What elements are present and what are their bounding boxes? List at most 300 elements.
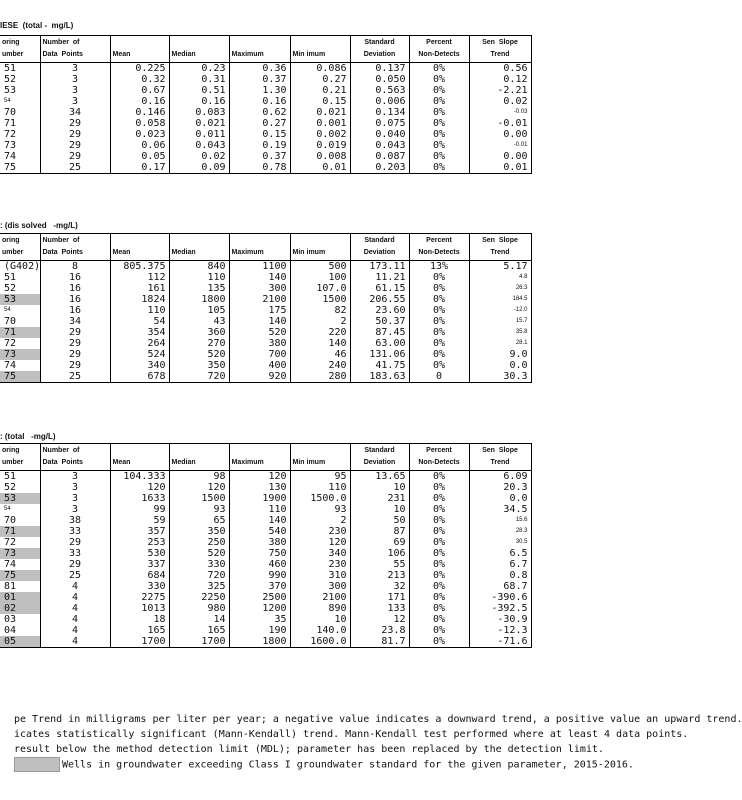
table-header-row — [0, 36, 531, 63]
cell-max: 380 — [229, 537, 290, 548]
cell-well: 75 — [0, 570, 40, 581]
cell-well: 53 — [0, 294, 40, 305]
cell-n: 4 — [40, 592, 110, 603]
cell-std: 10 — [350, 504, 409, 515]
column-header-maximum: Maximum — [229, 444, 290, 471]
cell-median: 105 — [169, 305, 229, 316]
cell-mean: 357 — [110, 526, 169, 537]
cell-mean: 18 — [110, 614, 169, 625]
table-row — [0, 504, 531, 515]
cell-n: 8 — [40, 261, 110, 273]
cell-nd: 13% — [409, 261, 469, 273]
cell-well: 74 — [0, 559, 40, 570]
cell-n: 29 — [40, 151, 110, 162]
cell-max: 380 — [229, 338, 290, 349]
column-header-mean: Mean — [110, 234, 169, 261]
cell-std: 0.043 — [350, 140, 409, 151]
cell-min: 0.008 — [290, 151, 350, 162]
cell-nd: 0 — [409, 371, 469, 383]
cell-n: 3 — [40, 482, 110, 493]
cell-nd: 0% — [409, 338, 469, 349]
table-header-row — [0, 444, 531, 471]
cell-std: 0.006 — [350, 96, 409, 107]
cell-n: 4 — [40, 603, 110, 614]
cell-min: 300 — [290, 581, 350, 592]
cell-nd: 0% — [409, 162, 469, 174]
cell-min: 0.27 — [290, 74, 350, 85]
column-header-well: oring umber — [0, 36, 40, 63]
cell-n: 16 — [40, 294, 110, 305]
cell-min: 890 — [290, 603, 350, 614]
table-row — [0, 118, 531, 129]
cell-sen: 9.0 — [469, 349, 531, 360]
cell-sen: 0.0 — [469, 493, 531, 504]
cell-mean: 1700 — [110, 636, 169, 648]
cell-std: 13.65 — [350, 471, 409, 483]
cell-n: 29 — [40, 118, 110, 129]
cell-mean: 1633 — [110, 493, 169, 504]
cell-sen: -12.0 — [469, 305, 531, 316]
cell-median: 360 — [169, 327, 229, 338]
cell-min: 1500.0 — [290, 493, 350, 504]
cell-mean: 1824 — [110, 294, 169, 305]
cell-n: 16 — [40, 305, 110, 316]
cell-well: 51 — [0, 272, 40, 283]
cell-median: 110 — [169, 272, 229, 283]
cell-well: 05 — [0, 636, 40, 648]
cell-well: 53 — [0, 85, 40, 96]
cell-std: 63.00 — [350, 338, 409, 349]
column-header-sen: Sen Slope Trend — [469, 234, 531, 261]
cell-nd: 0% — [409, 305, 469, 316]
cell-well: 54 — [0, 96, 40, 107]
cell-min: 95 — [290, 471, 350, 483]
cell-n: 38 — [40, 515, 110, 526]
column-header-nd: Percent Non-Detects — [409, 444, 469, 471]
cell-max: 0.36 — [229, 63, 290, 75]
cell-mean: 253 — [110, 537, 169, 548]
cell-max: 110 — [229, 504, 290, 515]
section-title-1: IESE (total - mg/L) — [0, 21, 74, 30]
cell-nd: 0% — [409, 327, 469, 338]
cell-max: 2500 — [229, 592, 290, 603]
column-header-minimum: Min imum — [290, 234, 350, 261]
cell-median: 0.02 — [169, 151, 229, 162]
cell-mean: 264 — [110, 338, 169, 349]
cell-std: 213 — [350, 570, 409, 581]
cell-median: 720 — [169, 570, 229, 581]
cell-nd: 0% — [409, 548, 469, 559]
cell-max: 920 — [229, 371, 290, 383]
table-row — [0, 603, 531, 614]
cell-sen: 0.01 — [469, 162, 531, 174]
cell-nd: 0% — [409, 603, 469, 614]
cell-nd: 0% — [409, 636, 469, 648]
cell-well: 01 — [0, 592, 40, 603]
cell-well: 51 — [0, 63, 40, 75]
cell-mean: 165 — [110, 625, 169, 636]
cell-nd: 0% — [409, 537, 469, 548]
table-row — [0, 316, 531, 327]
column-header-median: Median — [169, 234, 229, 261]
table-row — [0, 96, 531, 107]
cell-n: 25 — [40, 162, 110, 174]
cell-sen: 184.5 — [469, 294, 531, 305]
cell-median: 0.31 — [169, 74, 229, 85]
cell-median: 0.011 — [169, 129, 229, 140]
cell-mean: 524 — [110, 349, 169, 360]
footnote-line-3: result below the method detection limit (MDL); parameter has been replaced by the detection limit. — [14, 744, 605, 755]
cell-sen: 0.00 — [469, 151, 531, 162]
cell-max: 520 — [229, 327, 290, 338]
cell-n: 29 — [40, 537, 110, 548]
cell-median: 120 — [169, 482, 229, 493]
cell-min: 140.0 — [290, 625, 350, 636]
column-header-nd: Percent Non-Detects — [409, 36, 469, 63]
cell-std: 23.60 — [350, 305, 409, 316]
cell-max: 130 — [229, 482, 290, 493]
cell-sen: 15.6 — [469, 515, 531, 526]
cell-median: 520 — [169, 548, 229, 559]
cell-nd: 0% — [409, 360, 469, 371]
cell-std: 133 — [350, 603, 409, 614]
cell-nd: 0% — [409, 96, 469, 107]
table-row — [0, 294, 531, 305]
cell-std: 61.15 — [350, 283, 409, 294]
cell-nd: 0% — [409, 283, 469, 294]
cell-median: 1700 — [169, 636, 229, 648]
cell-sen: 34.5 — [469, 504, 531, 515]
footnote-line-4 — [14, 757, 634, 773]
cell-n: 33 — [40, 526, 110, 537]
cell-min: 100 — [290, 272, 350, 283]
cell-median: 135 — [169, 283, 229, 294]
footnote-line-2: icates statistically significant (Mann-Kendall) trend. Mann-Kendall test performed where at least 4 data points. — [14, 729, 689, 740]
cell-median: 520 — [169, 349, 229, 360]
footnote-line-1: pe Trend in milligrams per liter per year; a negative value indicates a downward trend, a positive value an upward trend. — [14, 714, 742, 725]
table-row — [0, 85, 531, 96]
cell-max: 0.62 — [229, 107, 290, 118]
cell-mean: 1013 — [110, 603, 169, 614]
cell-well: 52 — [0, 482, 40, 493]
cell-n: 3 — [40, 493, 110, 504]
cell-max: 370 — [229, 581, 290, 592]
table-row — [0, 581, 531, 592]
cell-sen: 6.7 — [469, 559, 531, 570]
cell-median: 330 — [169, 559, 229, 570]
column-header-median: Median — [169, 444, 229, 471]
cell-well: 74 — [0, 151, 40, 162]
cell-min: 2 — [290, 316, 350, 327]
cell-median: 2250 — [169, 592, 229, 603]
table-row — [0, 548, 531, 559]
table-row — [0, 349, 531, 360]
cell-sen: -30.9 — [469, 614, 531, 625]
cell-mean: 0.32 — [110, 74, 169, 85]
cell-max: 0.16 — [229, 96, 290, 107]
cell-sen: 0.00 — [469, 129, 531, 140]
cell-median: 65 — [169, 515, 229, 526]
cell-std: 32 — [350, 581, 409, 592]
cell-max: 2100 — [229, 294, 290, 305]
cell-n: 33 — [40, 548, 110, 559]
cell-mean: 54 — [110, 316, 169, 327]
cell-nd: 0% — [409, 581, 469, 592]
cell-mean: 340 — [110, 360, 169, 371]
cell-median: 980 — [169, 603, 229, 614]
cell-well: 53 — [0, 493, 40, 504]
table-row — [0, 493, 531, 504]
cell-max: 0.37 — [229, 151, 290, 162]
cell-n: 16 — [40, 283, 110, 294]
section-title-3: : (total -mg/L) — [0, 432, 56, 441]
cell-min: 0.019 — [290, 140, 350, 151]
table-row — [0, 592, 531, 603]
cell-well: 81 — [0, 581, 40, 592]
cell-max: 1900 — [229, 493, 290, 504]
cell-std: 50.37 — [350, 316, 409, 327]
footnote-line-4-text: Wells in groundwater exceeding Class I groundwater standard for the given parameter, 2015-2016. — [62, 759, 634, 771]
cell-max: 1200 — [229, 603, 290, 614]
cell-min: 0.15 — [290, 96, 350, 107]
cell-max: 460 — [229, 559, 290, 570]
cell-median: 0.51 — [169, 85, 229, 96]
data-table-3 — [0, 443, 532, 648]
cell-nd: 0% — [409, 85, 469, 96]
cell-min: 0.001 — [290, 118, 350, 129]
cell-median: 14 — [169, 614, 229, 625]
cell-min: 340 — [290, 548, 350, 559]
cell-median: 270 — [169, 338, 229, 349]
cell-min: 10 — [290, 614, 350, 625]
cell-min: 2 — [290, 515, 350, 526]
column-header-mean: Mean — [110, 444, 169, 471]
cell-n: 16 — [40, 272, 110, 283]
cell-n: 29 — [40, 129, 110, 140]
cell-max: 0.37 — [229, 74, 290, 85]
cell-sen: 0.8 — [469, 570, 531, 581]
cell-sen: 28.1 — [469, 338, 531, 349]
cell-median: 350 — [169, 526, 229, 537]
cell-n: 3 — [40, 471, 110, 483]
column-header-sen: Sen Slope Trend — [469, 36, 531, 63]
cell-n: 4 — [40, 625, 110, 636]
cell-mean: 805.375 — [110, 261, 169, 273]
cell-sen: -71.6 — [469, 636, 531, 648]
cell-sen: 30.5 — [469, 537, 531, 548]
table-row — [0, 526, 531, 537]
cell-max: 140 — [229, 515, 290, 526]
cell-n: 29 — [40, 349, 110, 360]
table-row — [0, 360, 531, 371]
cell-well: 72 — [0, 338, 40, 349]
cell-sen: 30.3 — [469, 371, 531, 383]
cell-std: 171 — [350, 592, 409, 603]
cell-min: 0.021 — [290, 107, 350, 118]
cell-max: 140 — [229, 316, 290, 327]
cell-mean: 112 — [110, 272, 169, 283]
cell-sen: 0.02 — [469, 96, 531, 107]
cell-nd: 0% — [409, 570, 469, 581]
cell-median: 93 — [169, 504, 229, 515]
cell-n: 34 — [40, 316, 110, 327]
cell-mean: 0.225 — [110, 63, 169, 75]
cell-well: 54 — [0, 504, 40, 515]
column-header-nd: Percent Non-Detects — [409, 234, 469, 261]
cell-min: 220 — [290, 327, 350, 338]
cell-std: 87.45 — [350, 327, 409, 338]
cell-median: 165 — [169, 625, 229, 636]
cell-std: 87 — [350, 526, 409, 537]
cell-max: 540 — [229, 526, 290, 537]
cell-median: 43 — [169, 316, 229, 327]
cell-mean: 330 — [110, 581, 169, 592]
cell-nd: 0% — [409, 493, 469, 504]
cell-n: 3 — [40, 504, 110, 515]
cell-nd: 0% — [409, 316, 469, 327]
cell-well: 70 — [0, 107, 40, 118]
cell-well: 73 — [0, 548, 40, 559]
data-table-2 — [0, 233, 532, 383]
column-header-well: oring umber — [0, 444, 40, 471]
cell-sen: 0.12 — [469, 74, 531, 85]
table-row — [0, 151, 531, 162]
cell-mean: 0.67 — [110, 85, 169, 96]
cell-mean: 59 — [110, 515, 169, 526]
cell-min: 1500 — [290, 294, 350, 305]
cell-mean: 0.023 — [110, 129, 169, 140]
cell-well: 73 — [0, 349, 40, 360]
cell-min: 0.002 — [290, 129, 350, 140]
cell-std: 11.21 — [350, 272, 409, 283]
cell-n: 29 — [40, 338, 110, 349]
table-row — [0, 327, 531, 338]
cell-mean: 99 — [110, 504, 169, 515]
cell-sen: 35.8 — [469, 327, 531, 338]
cell-nd: 0% — [409, 118, 469, 129]
table-row — [0, 261, 531, 273]
cell-max: 750 — [229, 548, 290, 559]
column-header-data-points: Number of Data Points — [40, 444, 110, 471]
cell-sen: 15.7 — [469, 316, 531, 327]
cell-max: 1100 — [229, 261, 290, 273]
cell-min: 46 — [290, 349, 350, 360]
table-row — [0, 129, 531, 140]
cell-nd: 0% — [409, 349, 469, 360]
cell-well: 71 — [0, 118, 40, 129]
cell-std: 231 — [350, 493, 409, 504]
cell-max: 990 — [229, 570, 290, 581]
cell-n: 29 — [40, 327, 110, 338]
cell-sen: -0.01 — [469, 140, 531, 151]
table-row — [0, 74, 531, 85]
cell-n: 3 — [40, 96, 110, 107]
cell-median: 0.16 — [169, 96, 229, 107]
table-header-row — [0, 234, 531, 261]
cell-std: 0.137 — [350, 63, 409, 75]
cell-sen: 26.3 — [469, 283, 531, 294]
cell-mean: 104.333 — [110, 471, 169, 483]
cell-median: 350 — [169, 360, 229, 371]
cell-mean: 337 — [110, 559, 169, 570]
cell-std: 41.75 — [350, 360, 409, 371]
cell-std: 10 — [350, 482, 409, 493]
cell-mean: 0.16 — [110, 96, 169, 107]
cell-mean: 0.06 — [110, 140, 169, 151]
cell-std: 12 — [350, 614, 409, 625]
cell-n: 29 — [40, 140, 110, 151]
cell-median: 1800 — [169, 294, 229, 305]
section-title-2: : (dis solved -mg/L) — [0, 221, 78, 230]
cell-std: 0.134 — [350, 107, 409, 118]
cell-n: 3 — [40, 74, 110, 85]
cell-min: 310 — [290, 570, 350, 581]
cell-nd: 0% — [409, 482, 469, 493]
column-header-sen: Sen Slope Trend — [469, 444, 531, 471]
cell-well: 75 — [0, 371, 40, 383]
cell-mean: 2275 — [110, 592, 169, 603]
column-header-maximum: Maximum — [229, 36, 290, 63]
column-header-std: Standard Deviation — [350, 444, 409, 471]
cell-std: 106 — [350, 548, 409, 559]
cell-sen: 5.17 — [469, 261, 531, 273]
column-header-median: Median — [169, 36, 229, 63]
cell-max: 0.78 — [229, 162, 290, 174]
cell-well: 72 — [0, 129, 40, 140]
cell-sen: 6.5 — [469, 548, 531, 559]
cell-nd: 0% — [409, 526, 469, 537]
cell-max: 140 — [229, 272, 290, 283]
table-row — [0, 559, 531, 570]
cell-max: 120 — [229, 471, 290, 483]
cell-std: 69 — [350, 537, 409, 548]
cell-nd: 0% — [409, 151, 469, 162]
cell-min: 120 — [290, 537, 350, 548]
table-row — [0, 140, 531, 151]
cell-median: 0.021 — [169, 118, 229, 129]
cell-sen: 0.0 — [469, 360, 531, 371]
data-table-1 — [0, 35, 532, 174]
cell-max: 300 — [229, 283, 290, 294]
cell-mean: 530 — [110, 548, 169, 559]
cell-median: 325 — [169, 581, 229, 592]
cell-n: 29 — [40, 360, 110, 371]
cell-well: 72 — [0, 537, 40, 548]
table-row — [0, 107, 531, 118]
cell-std: 81.7 — [350, 636, 409, 648]
table-row — [0, 482, 531, 493]
table-row — [0, 371, 531, 383]
cell-min: 107.0 — [290, 283, 350, 294]
table-row — [0, 471, 531, 483]
cell-well: 71 — [0, 327, 40, 338]
cell-n: 29 — [40, 559, 110, 570]
cell-max: 190 — [229, 625, 290, 636]
cell-std: 0.087 — [350, 151, 409, 162]
cell-max: 400 — [229, 360, 290, 371]
cell-nd: 0% — [409, 592, 469, 603]
cell-nd: 0% — [409, 471, 469, 483]
cell-min: 0.086 — [290, 63, 350, 75]
cell-min: 93 — [290, 504, 350, 515]
cell-sen: -0.01 — [469, 118, 531, 129]
cell-std: 0.563 — [350, 85, 409, 96]
column-header-mean: Mean — [110, 36, 169, 63]
cell-nd: 0% — [409, 504, 469, 515]
table-row — [0, 537, 531, 548]
table-row — [0, 162, 531, 174]
cell-max: 35 — [229, 614, 290, 625]
